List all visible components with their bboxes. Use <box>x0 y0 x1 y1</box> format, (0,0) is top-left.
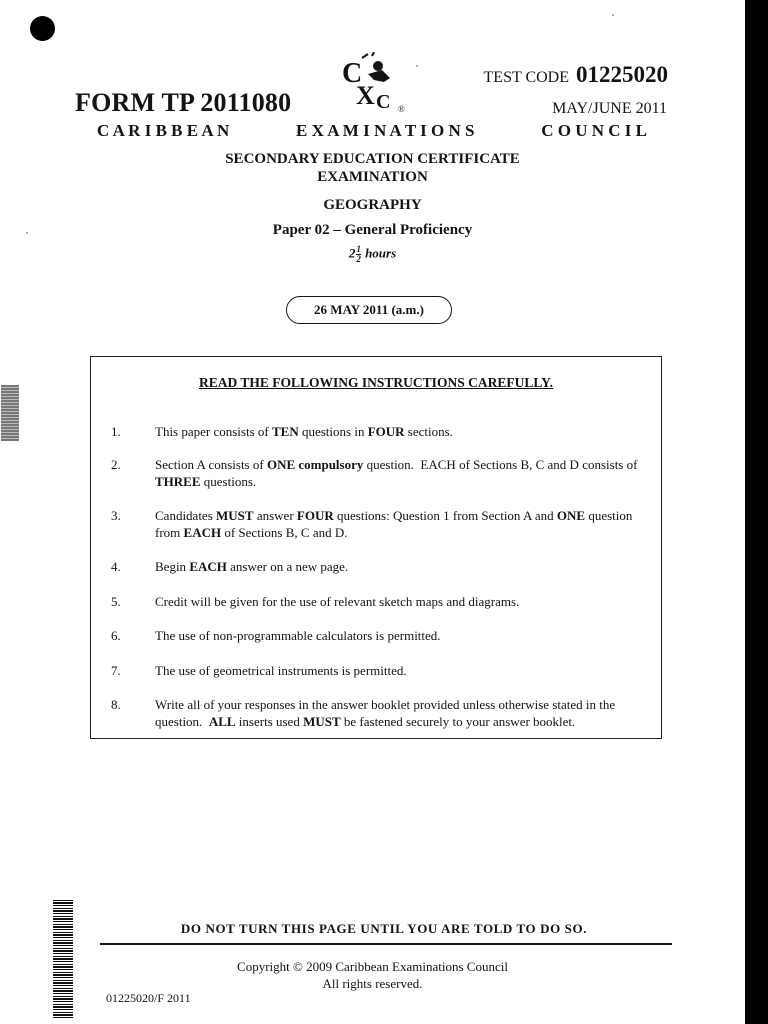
scan-speck <box>612 14 614 16</box>
paper-code: 01225020/F 2011 <box>106 991 191 1005</box>
instruction-number: 6. <box>111 628 121 643</box>
instruction-text: Section A consists of ONE compulsory question. EACH of Sections B, C and D consists of THREE questions. <box>155 457 638 489</box>
scan-speck <box>416 65 418 67</box>
instruction-number: 2. <box>111 457 121 472</box>
logo-letter-c1: C <box>342 58 363 89</box>
instruction-text: Write all of your responses in the answer booklet provided unless otherwise stated in the question. ALL inserts used MUST be fastened securely to your answer booklet. <box>155 697 616 729</box>
logo-letter-x: X <box>356 81 375 110</box>
do-not-turn-notice: DO NOT TURN THIS PAGE UNTIL YOU ARE TOLD TO DO SO. <box>180 921 588 936</box>
instructions-heading: READ THE FOLLOWING INSTRUCTIONS CAREFULLY. <box>199 375 553 390</box>
instruction-number: 8. <box>111 697 121 712</box>
exam-duration <box>0 245 745 264</box>
logo-registered-mark: ® <box>398 104 405 114</box>
instruction-text: The use of geometrical instruments is permitted. <box>155 663 407 678</box>
test-code-number: 01225020 <box>576 62 668 87</box>
logo-letter-c2: C <box>376 91 391 113</box>
certificate-title <box>0 150 745 186</box>
instruction-text: Begin EACH answer on a new page. <box>155 559 349 574</box>
instructions-box <box>90 356 662 739</box>
council-name <box>97 121 647 145</box>
copyright-line: All rights reserved. <box>322 976 423 991</box>
paper-title: Paper 02 – General Proficiency <box>272 222 473 238</box>
form-number: FORM TP 2011080 <box>75 88 292 117</box>
certificate-line: EXAMINATION <box>317 169 428 185</box>
instruction-number: 4. <box>111 559 121 574</box>
scan-edge-shadow <box>745 0 768 1024</box>
exam-session: MAY/JUNE 2011 <box>552 100 667 117</box>
test-code-label: TEST CODE <box>483 69 569 86</box>
copyright-notice <box>0 958 745 992</box>
instruction-text: The use of non-programmable calculators is permitted. <box>155 628 441 643</box>
instruction-text: This paper consists of TEN questions in FOUR sections. <box>155 424 453 439</box>
council-word: C O U N C I L <box>541 121 647 140</box>
exam-date: 26 MAY 2011 (a.m.) <box>286 296 452 324</box>
instruction-number: 5. <box>111 594 121 609</box>
footer-rule <box>100 943 672 945</box>
copyright-line: Copyright © 2009 Caribbean Examinations Council <box>237 959 508 974</box>
instruction-number: 7. <box>111 663 121 678</box>
fraction-numerator: 1 <box>356 244 361 254</box>
council-word: C A R I B B E A N <box>97 121 230 140</box>
council-word: E X A M I N A T I O N S <box>296 121 475 140</box>
side-barcode-sticker <box>1 385 19 441</box>
instruction-number: 1. <box>111 424 121 439</box>
logo-figure-marks <box>362 52 374 58</box>
instruction-number: 3. <box>111 508 121 523</box>
test-code-block <box>484 62 668 88</box>
instruction-text: Credit will be given for the use of relevant sketch maps and diagrams. <box>155 594 520 609</box>
duration-fraction <box>356 245 361 264</box>
instruction-text: Candidates MUST answer FOUR questions: Question 1 from Section A and ONE question from EACH of Sections B, C and D. <box>155 508 633 540</box>
page-barcode <box>53 900 73 1018</box>
fraction-denominator: 2 <box>356 254 361 264</box>
duration-whole: 2 <box>348 245 356 261</box>
punch-hole <box>30 16 55 41</box>
duration-unit: hours <box>365 245 397 261</box>
subject-title: GEOGRAPHY <box>323 197 422 213</box>
logo-figure-head <box>373 61 383 71</box>
certificate-line: SECONDARY EDUCATION CERTIFICATE <box>225 151 520 167</box>
cxc-logo <box>338 52 408 114</box>
